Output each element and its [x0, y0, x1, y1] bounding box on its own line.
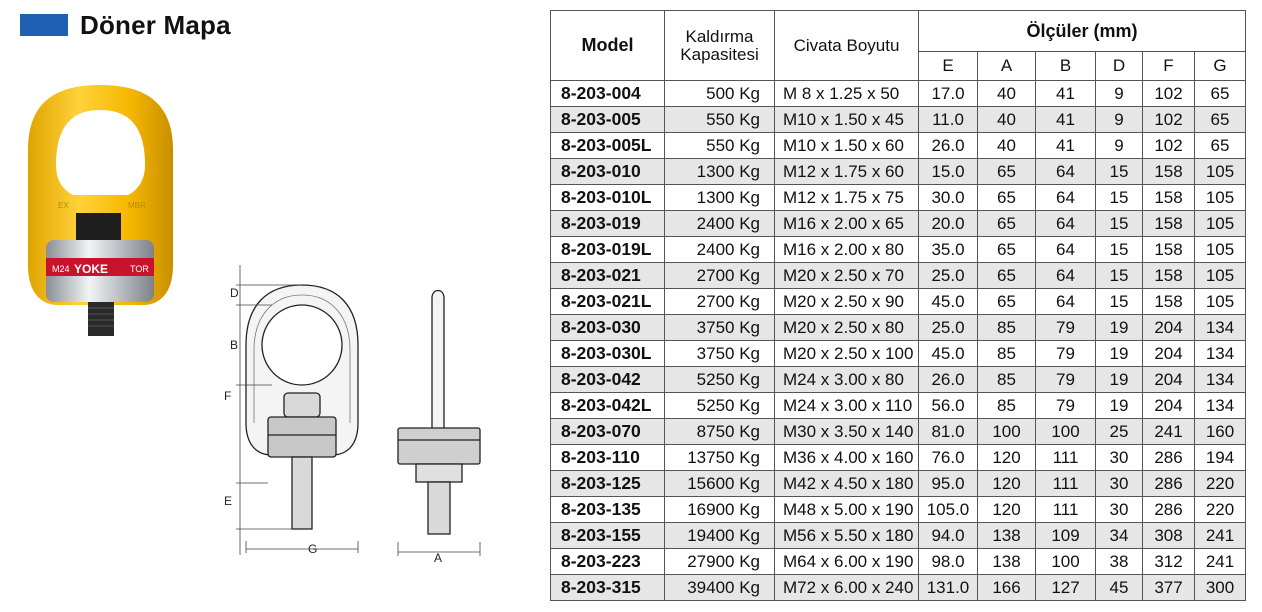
table-cell-model: 8-203-021	[551, 263, 665, 289]
header-dim-d: D	[1096, 52, 1143, 81]
page-title: Döner Mapa	[80, 9, 231, 40]
table-cell-g: 105	[1195, 185, 1246, 211]
table-cell-g: 65	[1195, 133, 1246, 159]
table-cell-bolt-size: M20 x 2.50 x 90	[775, 289, 919, 315]
table-cell-d: 25	[1096, 419, 1143, 445]
table-cell-d: 19	[1096, 393, 1143, 419]
table-cell-b: 64	[1036, 237, 1096, 263]
table-cell-g: 134	[1195, 341, 1246, 367]
header-capacity	[665, 11, 775, 81]
specification-table-body	[551, 81, 1246, 601]
table-cell-d: 9	[1096, 81, 1143, 107]
table-cell-e: 76.0	[919, 445, 978, 471]
table-cell-capacity: 1300 Kg	[665, 159, 775, 185]
table-cell-e: 131.0	[919, 575, 978, 601]
product-photo	[18, 80, 183, 345]
table-cell-capacity: 5250 Kg	[665, 393, 775, 419]
table-cell-d: 9	[1096, 133, 1143, 159]
header-capacity-line2: Kapasitesi	[680, 44, 759, 64]
table-cell-capacity: 27900 Kg	[665, 549, 775, 575]
table-row	[551, 159, 1246, 185]
table-cell-f: 204	[1143, 367, 1195, 393]
photo-brand-logo: YOKE	[74, 262, 109, 276]
header-dim-g: G	[1195, 52, 1246, 81]
dim-label-f: F	[224, 389, 232, 403]
table-cell-model: 8-203-125	[551, 471, 665, 497]
dim-label-a: A	[434, 551, 443, 565]
table-cell-f: 204	[1143, 315, 1195, 341]
table-cell-a: 120	[978, 497, 1036, 523]
table-cell-b: 111	[1036, 471, 1096, 497]
table-row	[551, 393, 1246, 419]
table-cell-a: 85	[978, 393, 1036, 419]
table-cell-bolt-size: M20 x 2.50 x 70	[775, 263, 919, 289]
header-dimensions: Ölçüler (mm)	[919, 11, 1246, 52]
table-cell-f: 286	[1143, 445, 1195, 471]
side-view-drawing	[386, 280, 496, 565]
table-cell-capacity: 2400 Kg	[665, 237, 775, 263]
table-cell-a: 138	[978, 549, 1036, 575]
table-cell-a: 40	[978, 107, 1036, 133]
header-dim-b: B	[1036, 52, 1096, 81]
table-cell-capacity: 3750 Kg	[665, 341, 775, 367]
table-cell-capacity: 16900 Kg	[665, 497, 775, 523]
table-cell-d: 15	[1096, 185, 1143, 211]
table-cell-d: 9	[1096, 107, 1143, 133]
table-cell-bolt-size: M30 x 3.50 x 140	[775, 419, 919, 445]
table-cell-capacity: 1300 Kg	[665, 185, 775, 211]
table-cell-b: 79	[1036, 393, 1096, 419]
photo-emboss-left: EX	[58, 201, 69, 210]
table-cell-b: 41	[1036, 107, 1096, 133]
table-row	[551, 523, 1246, 549]
table-cell-model: 8-203-021L	[551, 289, 665, 315]
table-cell-d: 19	[1096, 367, 1143, 393]
table-cell-g: 160	[1195, 419, 1246, 445]
table-cell-e: 35.0	[919, 237, 978, 263]
table-cell-model: 8-203-135	[551, 497, 665, 523]
table-cell-e: 94.0	[919, 523, 978, 549]
table-cell-f: 102	[1143, 81, 1195, 107]
table-cell-f: 308	[1143, 523, 1195, 549]
table-cell-bolt-size: M10 x 1.50 x 60	[775, 133, 919, 159]
table-cell-capacity: 5250 Kg	[665, 367, 775, 393]
table-cell-e: 26.0	[919, 133, 978, 159]
table-cell-model: 8-203-010L	[551, 185, 665, 211]
table-cell-g: 65	[1195, 107, 1246, 133]
table-cell-g: 105	[1195, 263, 1246, 289]
table-row	[551, 471, 1246, 497]
front-view-drawing	[212, 255, 392, 565]
table-cell-b: 64	[1036, 159, 1096, 185]
table-cell-b: 111	[1036, 445, 1096, 471]
table-cell-g: 194	[1195, 445, 1246, 471]
table-cell-a: 65	[978, 263, 1036, 289]
table-cell-d: 15	[1096, 211, 1143, 237]
table-cell-g: 65	[1195, 81, 1246, 107]
table-cell-b: 64	[1036, 263, 1096, 289]
table-cell-f: 377	[1143, 575, 1195, 601]
table-cell-e: 95.0	[919, 471, 978, 497]
table-cell-model: 8-203-223	[551, 549, 665, 575]
table-cell-b: 79	[1036, 367, 1096, 393]
table-cell-model: 8-203-005	[551, 107, 665, 133]
table-cell-capacity: 500 Kg	[665, 81, 775, 107]
table-cell-g: 241	[1195, 549, 1246, 575]
dim-label-b: B	[230, 338, 239, 352]
table-cell-bolt-size: M20 x 2.50 x 100	[775, 341, 919, 367]
specification-table	[550, 10, 1246, 601]
table-cell-e: 20.0	[919, 211, 978, 237]
table-cell-b: 127	[1036, 575, 1096, 601]
table-cell-e: 30.0	[919, 185, 978, 211]
table-cell-f: 158	[1143, 211, 1195, 237]
table-cell-e: 45.0	[919, 289, 978, 315]
table-cell-g: 134	[1195, 315, 1246, 341]
table-cell-a: 65	[978, 289, 1036, 315]
dim-label-g: G	[308, 542, 318, 556]
table-cell-f: 158	[1143, 263, 1195, 289]
table-cell-bolt-size: M72 x 6.00 x 240	[775, 575, 919, 601]
table-cell-capacity: 550 Kg	[665, 133, 775, 159]
table-cell-g: 134	[1195, 393, 1246, 419]
table-cell-model: 8-203-019	[551, 211, 665, 237]
table-cell-f: 158	[1143, 237, 1195, 263]
table-cell-a: 120	[978, 471, 1036, 497]
table-cell-b: 109	[1036, 523, 1096, 549]
table-cell-model: 8-203-004	[551, 81, 665, 107]
table-cell-b: 111	[1036, 497, 1096, 523]
table-cell-d: 15	[1096, 263, 1143, 289]
header-model: Model	[551, 11, 665, 81]
photo-emboss-right: MBR	[128, 201, 146, 210]
table-cell-model: 8-203-315	[551, 575, 665, 601]
header-dim-e: E	[919, 52, 978, 81]
table-cell-b: 79	[1036, 341, 1096, 367]
table-cell-e: 25.0	[919, 263, 978, 289]
table-cell-capacity: 3750 Kg	[665, 315, 775, 341]
page-header	[20, 10, 231, 40]
table-cell-d: 15	[1096, 289, 1143, 315]
table-cell-d: 19	[1096, 315, 1143, 341]
table-cell-e: 17.0	[919, 81, 978, 107]
table-cell-f: 286	[1143, 497, 1195, 523]
table-cell-a: 65	[978, 211, 1036, 237]
table-cell-a: 100	[978, 419, 1036, 445]
table-cell-capacity: 2700 Kg	[665, 289, 775, 315]
table-cell-capacity: 2400 Kg	[665, 211, 775, 237]
table-cell-bolt-size: M12 x 1.75 x 75	[775, 185, 919, 211]
photo-band-size: M24	[52, 264, 70, 274]
table-cell-bolt-size: M16 x 2.00 x 65	[775, 211, 919, 237]
table-row	[551, 81, 1246, 107]
table-cell-a: 65	[978, 159, 1036, 185]
table-row	[551, 341, 1246, 367]
table-cell-f: 102	[1143, 133, 1195, 159]
table-cell-b: 79	[1036, 315, 1096, 341]
table-cell-a: 85	[978, 367, 1036, 393]
table-cell-bolt-size: M20 x 2.50 x 80	[775, 315, 919, 341]
table-cell-f: 158	[1143, 159, 1195, 185]
table-cell-e: 98.0	[919, 549, 978, 575]
table-cell-a: 65	[978, 185, 1036, 211]
table-cell-model: 8-203-042	[551, 367, 665, 393]
table-cell-model: 8-203-155	[551, 523, 665, 549]
table-cell-model: 8-203-010	[551, 159, 665, 185]
table-cell-capacity: 8750 Kg	[665, 419, 775, 445]
table-cell-a: 40	[978, 133, 1036, 159]
table-cell-bolt-size: M12 x 1.75 x 60	[775, 159, 919, 185]
table-cell-d: 30	[1096, 471, 1143, 497]
table-cell-f: 312	[1143, 549, 1195, 575]
table-cell-e: 15.0	[919, 159, 978, 185]
table-cell-g: 220	[1195, 471, 1246, 497]
table-cell-bolt-size: M16 x 2.00 x 80	[775, 237, 919, 263]
table-cell-e: 105.0	[919, 497, 978, 523]
table-cell-model: 8-203-110	[551, 445, 665, 471]
table-row	[551, 289, 1246, 315]
table-cell-bolt-size: M24 x 3.00 x 110	[775, 393, 919, 419]
table-row	[551, 367, 1246, 393]
table-row	[551, 237, 1246, 263]
table-cell-model: 8-203-030	[551, 315, 665, 341]
table-cell-d: 15	[1096, 237, 1143, 263]
table-cell-capacity: 19400 Kg	[665, 523, 775, 549]
table-cell-f: 286	[1143, 471, 1195, 497]
table-row	[551, 133, 1246, 159]
table-cell-bolt-size: M10 x 1.50 x 45	[775, 107, 919, 133]
table-cell-bolt-size: M64 x 6.00 x 190	[775, 549, 919, 575]
table-cell-capacity: 550 Kg	[665, 107, 775, 133]
table-cell-d: 34	[1096, 523, 1143, 549]
header-capacity-line1: Kaldırma	[685, 26, 754, 46]
table-cell-a: 40	[978, 81, 1036, 107]
table-cell-f: 102	[1143, 107, 1195, 133]
table-cell-capacity: 15600 Kg	[665, 471, 775, 497]
table-cell-model: 8-203-030L	[551, 341, 665, 367]
table-row	[551, 185, 1246, 211]
table-cell-g: 105	[1195, 159, 1246, 185]
table-cell-d: 45	[1096, 575, 1143, 601]
table-cell-capacity: 39400 Kg	[665, 575, 775, 601]
photo-band-suffix: TOR	[130, 264, 149, 274]
title-accent-bar	[20, 14, 68, 36]
table-cell-d: 30	[1096, 497, 1143, 523]
table-row	[551, 549, 1246, 575]
table-cell-f: 241	[1143, 419, 1195, 445]
table-row	[551, 445, 1246, 471]
table-row	[551, 497, 1246, 523]
table-cell-a: 85	[978, 315, 1036, 341]
table-cell-model: 8-203-019L	[551, 237, 665, 263]
dim-label-e: E	[224, 494, 233, 508]
table-cell-g: 300	[1195, 575, 1246, 601]
table-cell-bolt-size: M42 x 4.50 x 180	[775, 471, 919, 497]
table-cell-b: 64	[1036, 185, 1096, 211]
dim-label-d: D	[230, 286, 239, 300]
table-cell-e: 11.0	[919, 107, 978, 133]
table-cell-f: 204	[1143, 393, 1195, 419]
table-cell-model: 8-203-070	[551, 419, 665, 445]
table-cell-a: 138	[978, 523, 1036, 549]
table-cell-bolt-size: M 8 x 1.25 x 50	[775, 81, 919, 107]
table-cell-d: 15	[1096, 159, 1143, 185]
table-cell-e: 26.0	[919, 367, 978, 393]
table-cell-f: 158	[1143, 289, 1195, 315]
table-cell-g: 105	[1195, 237, 1246, 263]
table-cell-b: 100	[1036, 549, 1096, 575]
table-cell-f: 204	[1143, 341, 1195, 367]
table-cell-bolt-size: M48 x 5.00 x 190	[775, 497, 919, 523]
table-row	[551, 263, 1246, 289]
table-row	[551, 211, 1246, 237]
table-cell-e: 81.0	[919, 419, 978, 445]
table-cell-b: 64	[1036, 289, 1096, 315]
table-cell-a: 166	[978, 575, 1036, 601]
table-cell-e: 25.0	[919, 315, 978, 341]
table-row	[551, 315, 1246, 341]
table-cell-a: 120	[978, 445, 1036, 471]
table-cell-g: 220	[1195, 497, 1246, 523]
header-dim-a: A	[978, 52, 1036, 81]
table-cell-d: 38	[1096, 549, 1143, 575]
table-cell-bolt-size: M36 x 4.00 x 160	[775, 445, 919, 471]
table-cell-capacity: 2700 Kg	[665, 263, 775, 289]
table-cell-f: 158	[1143, 185, 1195, 211]
table-cell-g: 105	[1195, 289, 1246, 315]
header-bolt-size: Civata Boyutu	[775, 11, 919, 81]
table-cell-d: 19	[1096, 341, 1143, 367]
table-cell-b: 64	[1036, 211, 1096, 237]
table-cell-b: 41	[1036, 81, 1096, 107]
table-cell-model: 8-203-005L	[551, 133, 665, 159]
table-cell-model: 8-203-042L	[551, 393, 665, 419]
header-dim-f: F	[1143, 52, 1195, 81]
table-row	[551, 419, 1246, 445]
table-cell-g: 134	[1195, 367, 1246, 393]
table-row	[551, 107, 1246, 133]
table-cell-g: 105	[1195, 211, 1246, 237]
table-cell-a: 85	[978, 341, 1036, 367]
table-cell-b: 41	[1036, 133, 1096, 159]
table-cell-g: 241	[1195, 523, 1246, 549]
table-cell-bolt-size: M56 x 5.50 x 180	[775, 523, 919, 549]
table-row	[551, 575, 1246, 601]
table-cell-e: 45.0	[919, 341, 978, 367]
table-cell-a: 65	[978, 237, 1036, 263]
table-cell-bolt-size: M24 x 3.00 x 80	[775, 367, 919, 393]
table-cell-b: 100	[1036, 419, 1096, 445]
table-cell-d: 30	[1096, 445, 1143, 471]
table-cell-e: 56.0	[919, 393, 978, 419]
table-cell-capacity: 13750 Kg	[665, 445, 775, 471]
